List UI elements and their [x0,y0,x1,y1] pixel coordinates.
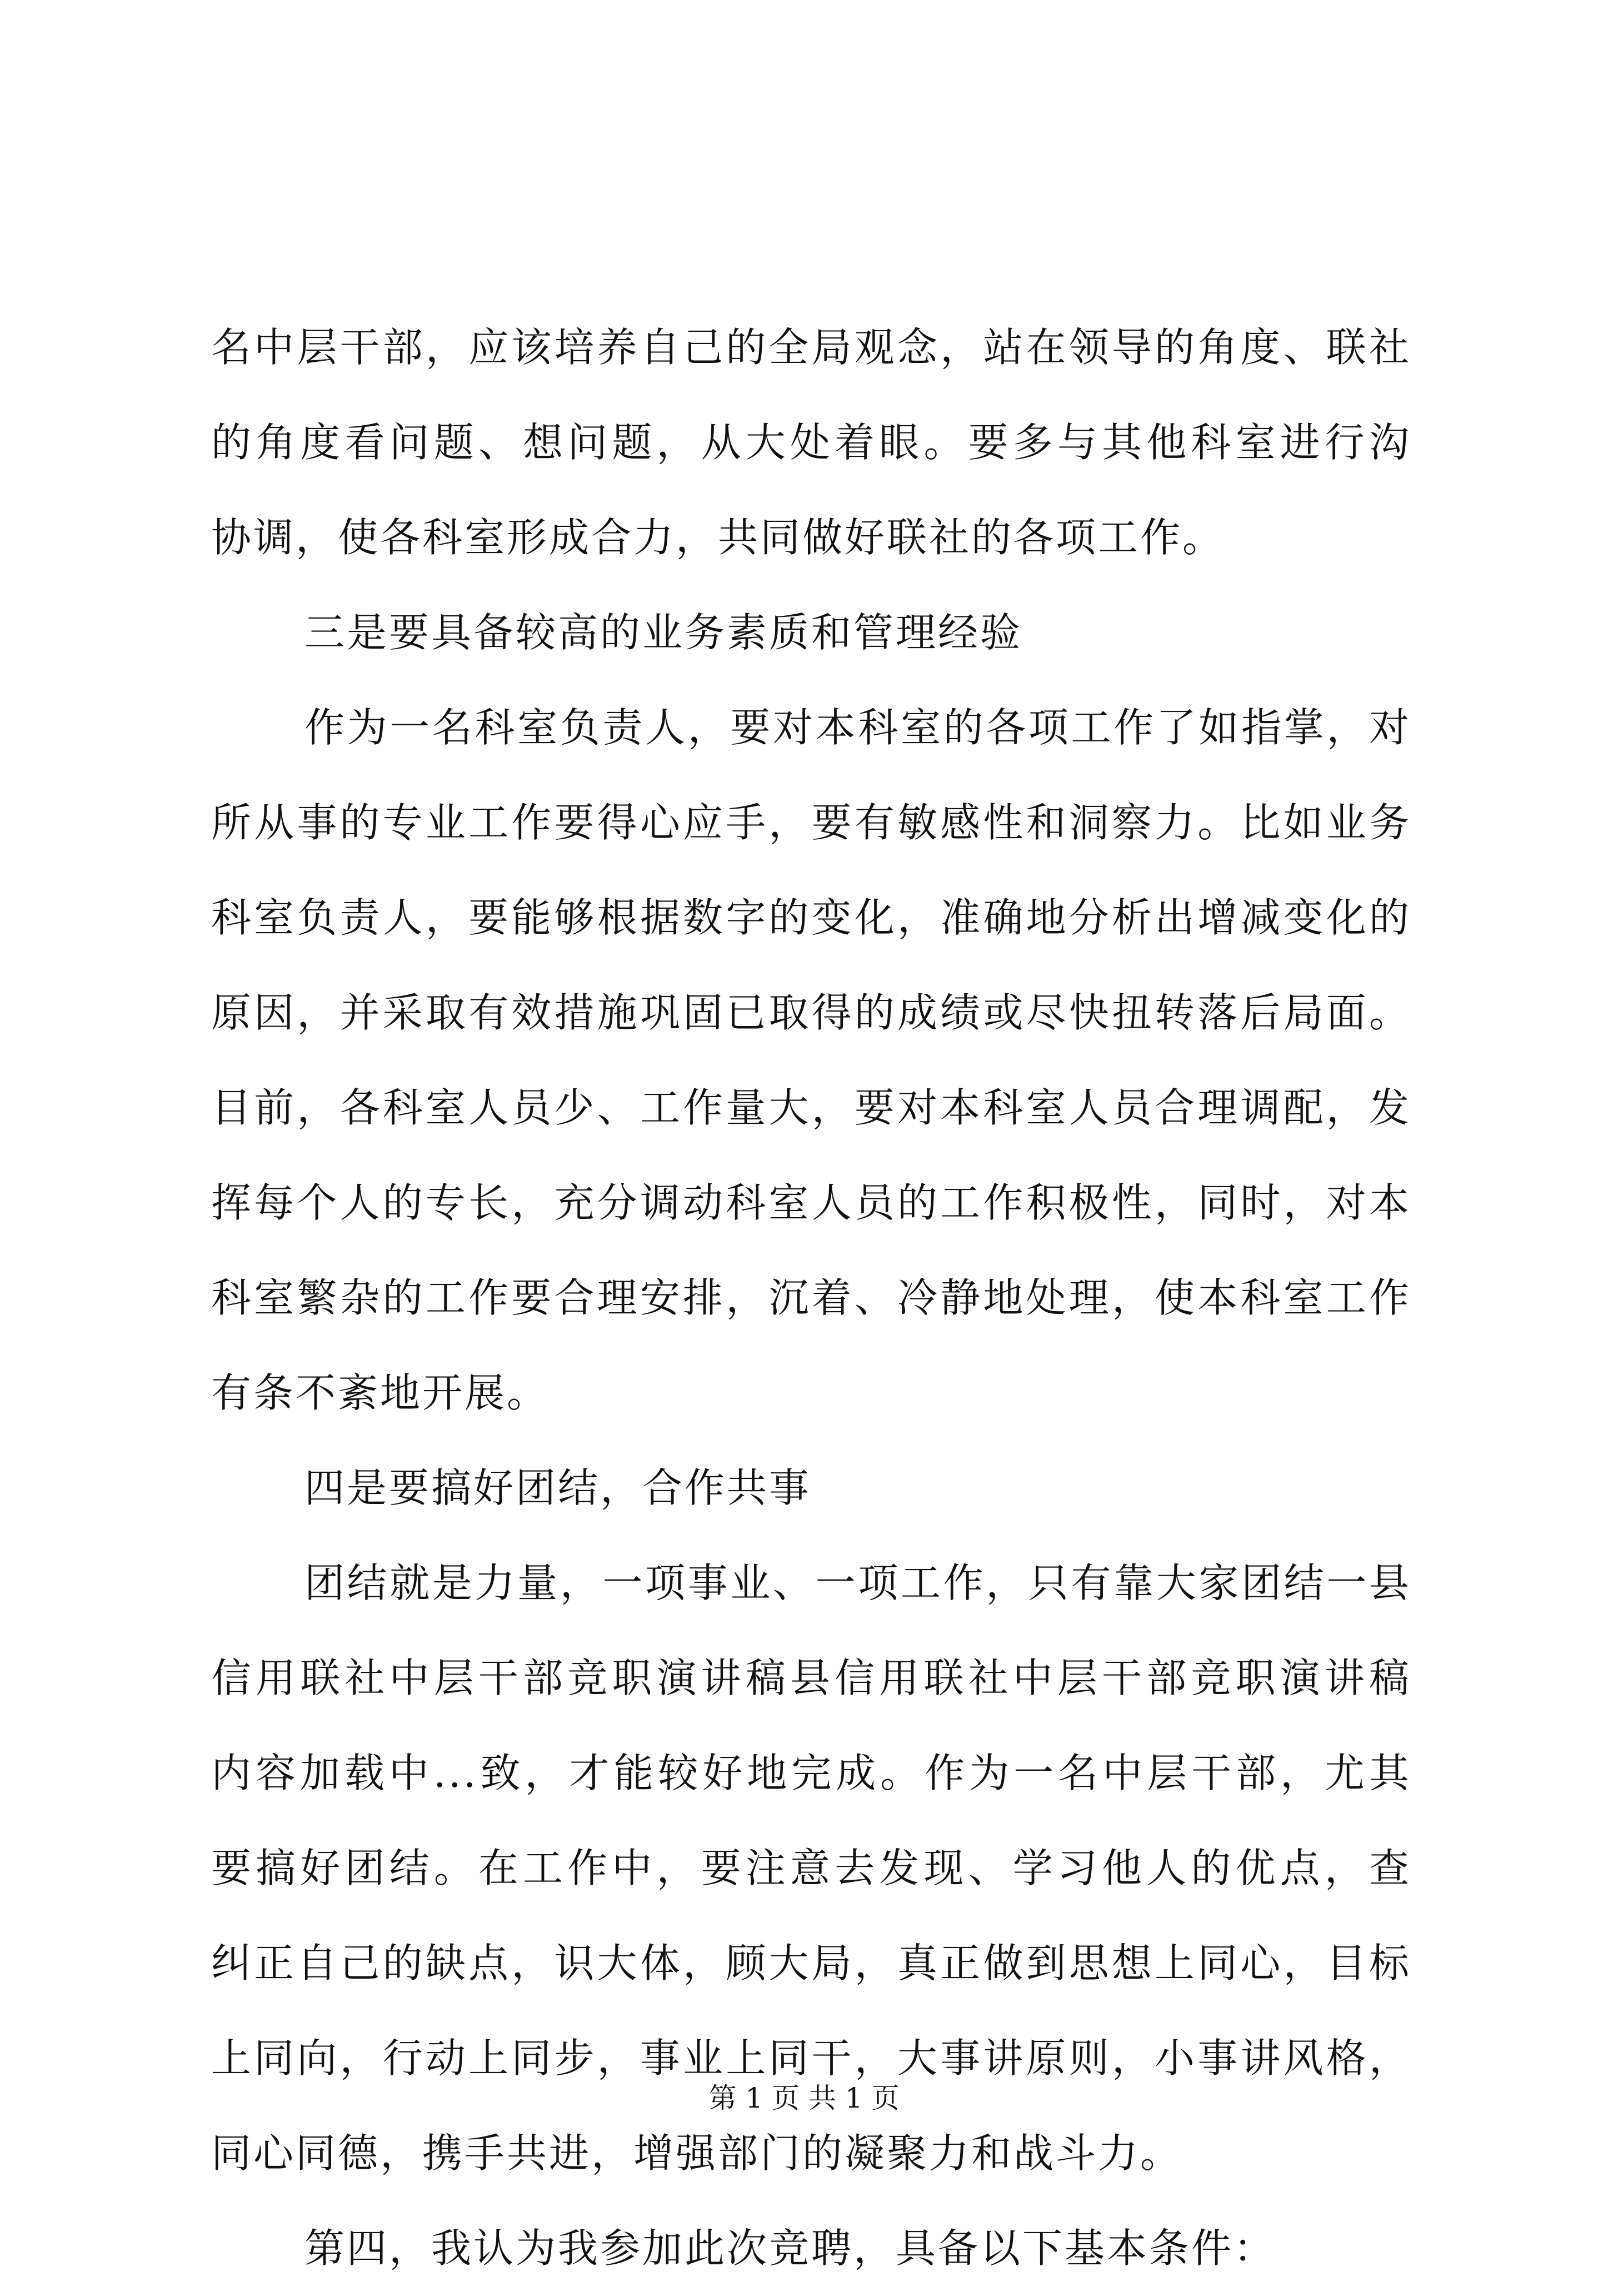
text-line-2: 的角度看问题、想问题，从大处着眼。要多与其他科室进行沟 [211,419,1411,466]
section-heading-4: 四是要搞好团结，合作共事 [304,1465,812,1511]
text-line-16: 内容加载中...致，才能较好地完成。作为一名中层干部，尤其 [211,1750,1411,1796]
text-line-12: 有条不紊地开展。 [211,1369,550,1416]
text-line-11: 科室繁杂的工作要合理安排，沉着、冷静地处理，使本科室工作 [211,1274,1411,1321]
text-line-9: 目前，各科室人员少、工作量大，要对本科室人员合理调配，发 [211,1084,1411,1131]
text-line-5: 作为一名科室负责人，要对本科室的各项工作了如指掌，对 [304,704,1411,751]
section-heading-3: 三是要具备较高的业务素质和管理经验 [304,609,1023,656]
text-line-8: 原因，并采取有效措施巩固已取得的成绩或尽快扭转落后局面。 [211,989,1411,1036]
text-line-14: 团结就是力量，一项事业、一项工作，只有靠大家团结一县 [304,1560,1411,1606]
text-line-15: 信用联社中层干部竞职演讲稿县信用联社中层干部竞职演讲稿 [211,1655,1411,1701]
text-line-20: 同心同德，携手共进，增强部门的凝聚力和战斗力。 [211,2130,1183,2177]
page-footer: 第 1 页 共 1 页 [708,2082,900,2114]
text-line-21: 第四，我认为我参加此次竞聘，具备以下基本条件： [304,2225,1276,2272]
text-line-17: 要搞好团结。在工作中，要注意去发现、学习他人的优点，查 [211,1845,1411,1891]
text-line-6: 所从事的专业工作要得心应手，要有敏感性和洞察力。比如业务 [211,799,1411,846]
document-body [211,300,1411,2296]
text-line-3: 协调，使各科室形成合力，共同做好联社的各项工作。 [211,514,1225,561]
text-line-19: 上同向，行动上同步，事业上同干，大事讲原则，小事讲风格， [211,2035,1411,2081]
text-line-18: 纠正自己的缺点，识大体，顾大局，真正做到思想上同心，目标 [211,1940,1411,1986]
text-line-10: 挥每个人的专长，充分调动科室人员的工作积极性，同时，对本 [211,1179,1411,1226]
text-line-1: 名中层干部，应该培养自己的全局观念，站在领导的角度、联社 [211,324,1411,371]
text-line-7: 科室负责人，要能够根据数字的变化，准确地分析出增减变化的 [211,894,1411,941]
